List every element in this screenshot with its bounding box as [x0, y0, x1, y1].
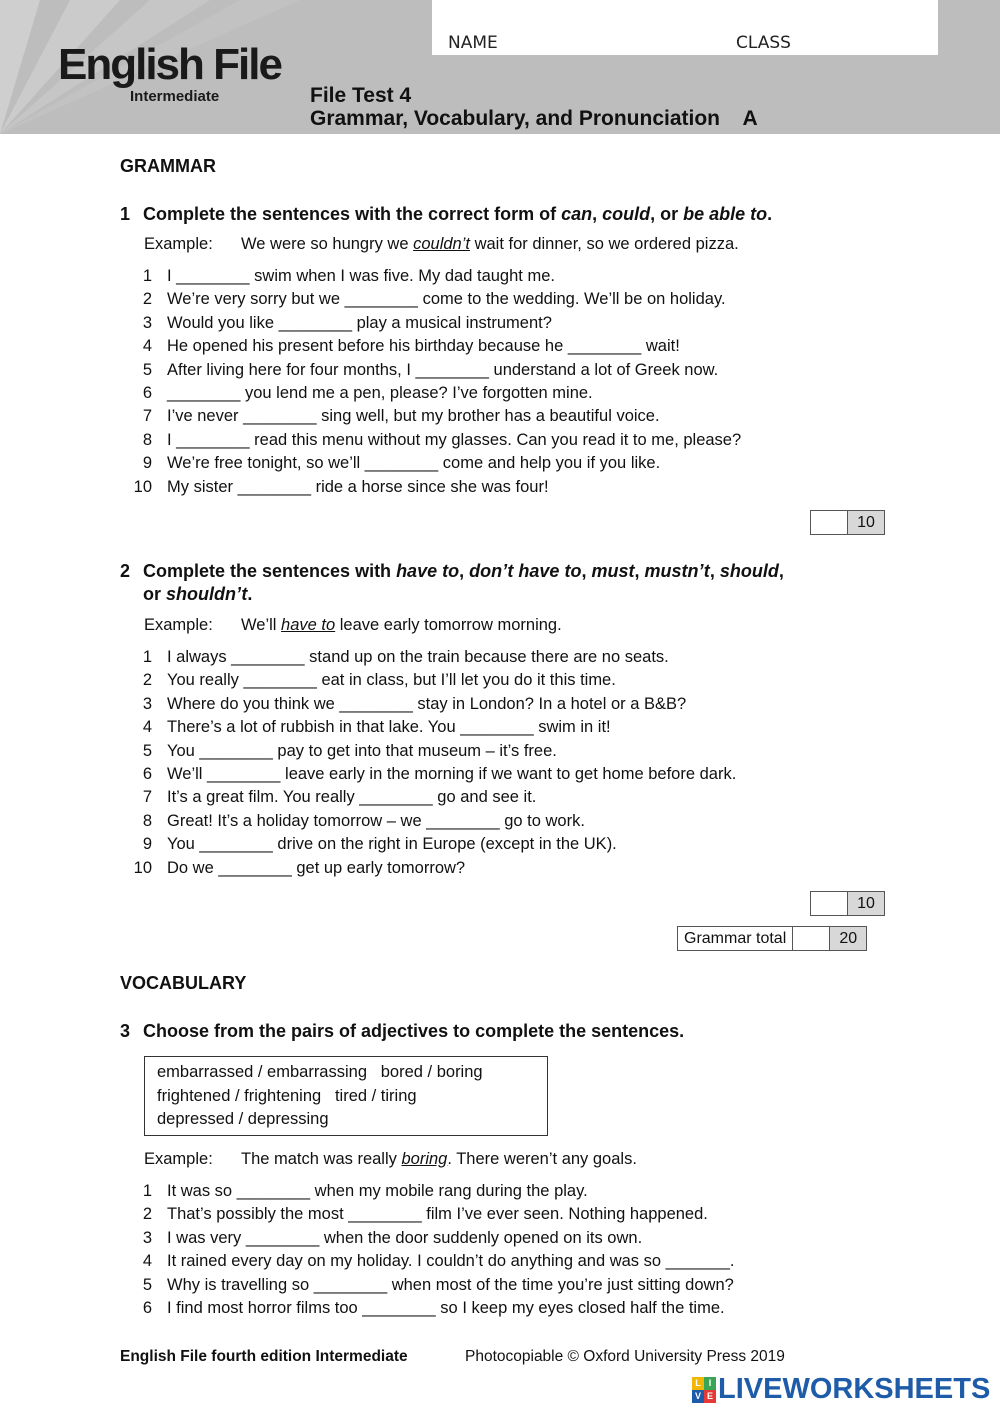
class-label: CLASS	[736, 33, 791, 53]
exercise-item	[120, 648, 880, 671]
liveworksheets-watermark	[692, 1373, 990, 1406]
item-sentence: I ________ swim when I was five. My dad taught me.	[167, 267, 555, 285]
footer-copyright: Photocopiable © Oxford University Press 2019	[465, 1348, 785, 1365]
exercise-item	[120, 695, 880, 718]
example-text: We were so hungry we	[241, 235, 414, 253]
example-text-end: leave early tomorrow morning.	[335, 616, 562, 634]
exercise-item	[120, 290, 880, 313]
item-number: 2	[142, 1205, 152, 1224]
item-sentence: It’s a great film. You really ________ go and see it.	[167, 788, 537, 807]
question-1-example	[144, 235, 739, 254]
item-sentence: ________ you lend me a pen, please? I’ve forgotten mine.	[167, 383, 593, 402]
logo-subtitle: Intermediate	[130, 88, 220, 105]
exercise-item	[120, 314, 880, 337]
item-number: 2	[142, 290, 152, 309]
item-number: 6	[142, 1298, 152, 1317]
example-answer: couldn’t	[413, 235, 470, 253]
example-text-end: wait for dinner, so we ordered pizza.	[469, 235, 739, 253]
item-number: 8	[142, 430, 152, 449]
example-text: We’ll	[241, 616, 282, 634]
item-sentence: We’ll ________ leave early in the morning if we want to get home before dark.	[167, 764, 737, 783]
item-number: 4	[142, 718, 152, 737]
example-text-end: . There weren’t any goals.	[447, 1150, 637, 1168]
question-1-items	[120, 267, 880, 501]
item-number: 3	[142, 313, 152, 332]
logo-text: English File	[58, 40, 281, 89]
logo-square: L	[692, 1377, 704, 1390]
exercise-item	[120, 361, 880, 384]
example-answer: have to	[281, 616, 336, 634]
word-box-line: frightened / frightening tired / tiring	[157, 1086, 417, 1105]
item-sentence: You really ________ eat in class, but I’ll let you do it this time.	[167, 671, 616, 690]
word-box	[144, 1056, 548, 1136]
grammar-total-label: Grammar total	[678, 927, 793, 950]
score-input[interactable]	[811, 892, 848, 915]
grammar-total-box	[677, 926, 867, 951]
item-sentence: We’re very sorry but we ________ come to the wedding. We’ll be on holiday.	[167, 290, 726, 309]
item-sentence: After living here for four months, I ________ understand a lot of Greek now.	[167, 360, 719, 379]
exercise-item	[120, 1252, 880, 1275]
exercise-item	[120, 1205, 880, 1228]
question-3-example	[144, 1150, 637, 1169]
item-sentence: It was so ________ when my mobile rang during the play.	[167, 1182, 588, 1200]
exercise-item	[120, 835, 880, 858]
item-number: 8	[142, 811, 152, 830]
item-number: 5	[142, 741, 152, 760]
word-box-line: embarrassed / embarrassing bored / boring	[157, 1063, 483, 1081]
instruction-text: Complete the sentences with the correct form of can, could, or be able to.	[143, 204, 773, 224]
item-sentence: You ________ pay to get into that museum – it’s free.	[167, 741, 557, 760]
vocabulary-heading: VOCABULARY	[120, 973, 247, 993]
question-number: 2	[120, 561, 131, 581]
item-number: 7	[142, 407, 152, 426]
exercise-item	[120, 1229, 880, 1252]
item-sentence: Do we ________ get up early tomorrow?	[167, 858, 466, 877]
item-sentence: Great! It’s a holiday tomorrow – we ________ go to work.	[167, 811, 585, 830]
item-number: 5	[142, 360, 152, 379]
item-sentence: Where do you think we ________ stay in London? In a hotel or a B&B?	[167, 694, 687, 713]
item-number: 3	[142, 694, 152, 713]
page-header	[0, 0, 1000, 134]
item-sentence: It rained every day on my holiday. I couldn’t do anything and was so _______.	[167, 1252, 735, 1271]
item-number: 10	[133, 477, 152, 496]
item-number: 6	[142, 383, 152, 402]
item-sentence: I always ________ stand up on the train because there are no seats.	[167, 648, 669, 666]
exercise-item	[120, 742, 880, 765]
item-number: 1	[142, 267, 152, 285]
item-number: 5	[142, 1275, 152, 1294]
item-sentence: My sister ________ ride a horse since she was four!	[167, 477, 549, 496]
item-sentence: I was very ________ when the door suddenly opened on its own.	[167, 1228, 643, 1247]
exercise-item	[120, 384, 880, 407]
item-sentence: Why is travelling so ________ when most of the time you’re just sitting down?	[167, 1275, 734, 1294]
example-label: Example:	[144, 1150, 213, 1168]
instruction-text: Choose from the pairs of adjectives to complete the sentences.	[143, 1021, 685, 1041]
footer-edition: English File fourth edition Intermediate	[120, 1348, 408, 1365]
grammar-heading: GRAMMAR	[120, 156, 216, 176]
logo-square: V	[692, 1390, 704, 1403]
item-sentence: There’s a lot of rubbish in that lake. You ________ swim in it!	[167, 718, 611, 737]
liveworksheets-logo-icon	[692, 1377, 716, 1403]
item-sentence: You ________ drive on the right in Europe (except in the UK).	[167, 835, 617, 854]
total-max: 20	[830, 927, 866, 950]
question-2-example	[144, 616, 562, 635]
watermark-text: LIVEWORKSHEETS	[718, 1373, 991, 1405]
exercise-item	[120, 671, 880, 694]
score-max: 10	[848, 892, 884, 915]
item-number: 4	[142, 337, 152, 356]
item-sentence: I ________ read this menu without my glasses. Can you read it to me, please?	[167, 430, 742, 449]
item-number: 2	[142, 671, 152, 690]
item-number: 9	[142, 835, 152, 854]
item-sentence: Would you like ________ play a musical instrument?	[167, 313, 552, 332]
exercise-item	[120, 1299, 880, 1322]
item-number: 3	[142, 1228, 152, 1247]
example-label: Example:	[144, 616, 213, 634]
item-number: 1	[142, 1182, 152, 1200]
item-sentence: I find most horror films too ________ so I keep my eyes closed half the time.	[167, 1298, 725, 1317]
item-sentence: That’s possibly the most ________ film I’ve ever seen. Nothing happened.	[167, 1205, 708, 1224]
exercise-item	[120, 859, 880, 882]
exercise-item	[120, 718, 880, 741]
exercise-item	[120, 1276, 880, 1299]
question-2-items	[120, 648, 880, 882]
item-number: 1	[142, 648, 152, 666]
exercise-item	[120, 337, 880, 360]
question-3-items	[120, 1182, 880, 1322]
question-number: 3	[120, 1021, 131, 1041]
question-1-score-box	[810, 510, 885, 535]
exercise-item	[120, 431, 880, 454]
instruction-text: Complete the sentences with have to, don’t have to, must, mustn’t, should, or shouldn’t.	[143, 561, 784, 604]
question-number: 1	[120, 204, 131, 224]
exercise-item	[120, 765, 880, 788]
exercise-item	[120, 478, 880, 501]
item-sentence: He opened his present before his birthday because he ________ wait!	[167, 337, 680, 356]
exercise-item	[120, 267, 880, 290]
score-max: 10	[848, 511, 884, 534]
item-number: 7	[142, 788, 152, 807]
logo-square: E	[704, 1390, 716, 1403]
exercise-item	[120, 812, 880, 835]
name-class-bar	[432, 0, 938, 55]
exercise-item	[120, 788, 880, 811]
item-sentence: We’re free tonight, so we’ll ________ come and help you if you like.	[167, 454, 661, 473]
test-title: File Test 4	[310, 84, 412, 107]
exercise-item	[120, 454, 880, 477]
logo-square: I	[704, 1377, 716, 1390]
word-box-line: depressed / depressing	[157, 1110, 329, 1128]
item-sentence: I’ve never ________ sing well, but my brother has a beautiful voice.	[167, 407, 660, 426]
example-answer: boring	[401, 1150, 448, 1168]
exercise-item	[120, 1182, 880, 1205]
example-text: The match was really	[241, 1150, 402, 1168]
item-number: 9	[142, 454, 152, 473]
question-2-score-box	[810, 891, 885, 916]
example-label: Example:	[144, 235, 213, 253]
exercise-item	[120, 407, 880, 430]
score-input[interactable]	[811, 511, 848, 534]
test-subtitle: Grammar, Vocabulary, and Pronunciation A	[310, 107, 758, 130]
item-number: 10	[133, 858, 152, 877]
item-number: 4	[142, 1252, 152, 1271]
name-label: NAME	[448, 33, 498, 53]
total-score-input[interactable]	[793, 927, 830, 950]
item-number: 6	[142, 764, 152, 783]
